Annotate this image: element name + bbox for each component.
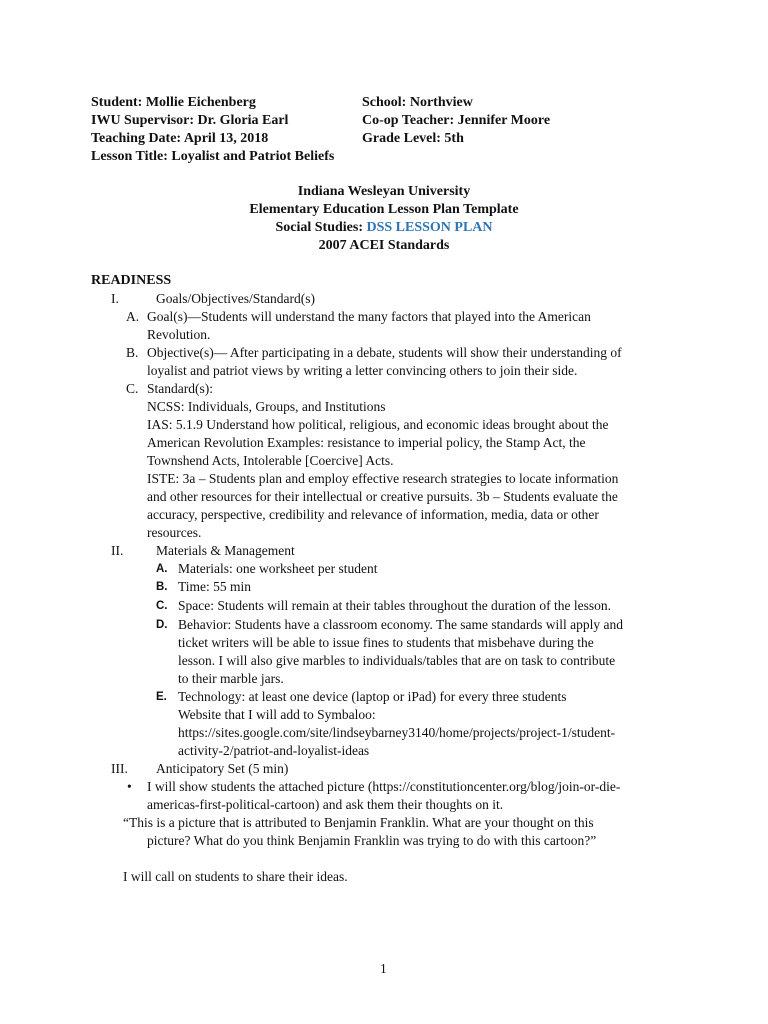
quote-line-2: picture? What do you think Benjamin Franklin was trying to do with this cartoon?” [147, 833, 597, 848]
objective-line-1: Objective(s)— After participating in a debate, students will show their understanding of [147, 345, 622, 360]
section-1-number: I. [111, 291, 119, 306]
goal-label: A. [126, 309, 140, 324]
behavior-line-4: to their marble jars. [178, 671, 284, 686]
social-studies-line [0, 219, 768, 237]
school-name: School: Northview [362, 95, 473, 110]
bullet-icon: • [127, 779, 132, 794]
time-text: Time: 55 min [178, 579, 252, 594]
dss-lesson-plan-label: DSS LESSON PLAN [366, 220, 493, 235]
space-text: Space: Students will remain at their tables throughout the duration of the lesson. [178, 598, 612, 613]
iste-standard-line-2: and other resources for their intellectual or creative pursuits. 3b – Students evaluate the [147, 489, 618, 504]
ncss-standard: NCSS: Individuals, Groups, and Institutions [147, 399, 386, 414]
technology-label: E. [156, 691, 167, 703]
university-title: Indiana Wesleyan University [297, 184, 471, 199]
page-number: 1 [380, 961, 387, 976]
behavior-line-3: lesson. I will also give marbles to individuals/tables that are on task to contribute [178, 653, 616, 668]
teaching-date: Teaching Date: April 13, 2018 [91, 131, 269, 146]
section-2-number: II. [111, 543, 124, 558]
call-on-students: I will call on students to share their ideas. [123, 869, 348, 884]
ias-standard-line-3: Townshend Acts, Intolerable [Coercive] Acts. [147, 453, 394, 468]
objective-label: B. [126, 345, 139, 360]
time-label: B. [156, 581, 168, 593]
materials-label: A. [156, 563, 168, 575]
ias-standard-line-1: IAS: 5.1.9 Understand how political, religious, and economic ideas brought about the [147, 417, 609, 432]
anticipatory-line-2: americas-first-political-cartoon) and ask them their thoughts on it. [147, 797, 504, 812]
space-label: C. [156, 600, 168, 612]
section-1-title: Goals/Objectives/Standard(s) [156, 291, 315, 306]
readiness-heading: READINESS [91, 273, 172, 288]
standards-label: C. [126, 381, 139, 396]
technology-line-2: Website that I will add to Symbaloo: [178, 707, 376, 722]
iste-standard-line-4: resources. [147, 525, 202, 540]
symbaloo-link-line-1: https://sites.google.com/site/lindseybarney3140/home/projects/project-1/student- [178, 725, 616, 740]
acei-standards-title: 2007 ACEI Standards [318, 238, 450, 253]
iste-standard-line-3: accuracy, perspective, credibility and relevance of information, media, data or other [147, 507, 599, 522]
quote-line-1: “This is a picture that is attributed to Benjamin Franklin. What are your thought on this [123, 815, 594, 830]
student-name: Student: Mollie Eichenberg [91, 95, 256, 110]
goal-line-2: Revolution. [147, 327, 211, 342]
section-2-title: Materials & Management [156, 543, 295, 558]
grade-level: Grade Level: 5th [362, 131, 464, 146]
goal-line-1: Goal(s)—Students will understand the many factors that played into the American [147, 309, 591, 324]
behavior-line-2: ticket writers will be able to issue fines to students that misbehave during the [178, 635, 594, 650]
section-3-number: III. [111, 761, 128, 776]
section-3-title: Anticipatory Set (5 min) [156, 761, 289, 776]
technology-line-1: Technology: at least one device (laptop or iPad) for every three students [178, 689, 567, 704]
objective-line-2: loyalist and patriot views by writing a letter convincing others to join their side. [147, 363, 578, 378]
supervisor-name: IWU Supervisor: Dr. Gloria Earl [91, 113, 289, 128]
anticipatory-line-1: I will show students the attached picture (https://constitutioncenter.org/blog/join-or-die- [147, 779, 621, 794]
materials-text: Materials: one worksheet per student [178, 561, 378, 576]
coop-teacher-name: Co-op Teacher: Jennifer Moore [362, 113, 551, 128]
template-title: Elementary Education Lesson Plan Template [249, 202, 519, 217]
lesson-title: Lesson Title: Loyalist and Patriot Beliefs [91, 149, 335, 164]
behavior-line-1: Behavior: Students have a classroom economy. The same standards will apply and [178, 617, 624, 632]
iste-standard-line-1: ISTE: 3a – Students plan and employ effective research strategies to locate information [147, 471, 619, 486]
standards-title: Standard(s): [147, 381, 213, 396]
symbaloo-link-line-2: activity-2/patriot-and-loyalist-ideas [178, 743, 370, 758]
behavior-label: D. [156, 619, 168, 631]
social-studies-label: Social Studies: [275, 220, 367, 235]
ias-standard-line-2: American Revolution Examples: resistance to imperial policy, the Stamp Act, the [147, 435, 586, 450]
